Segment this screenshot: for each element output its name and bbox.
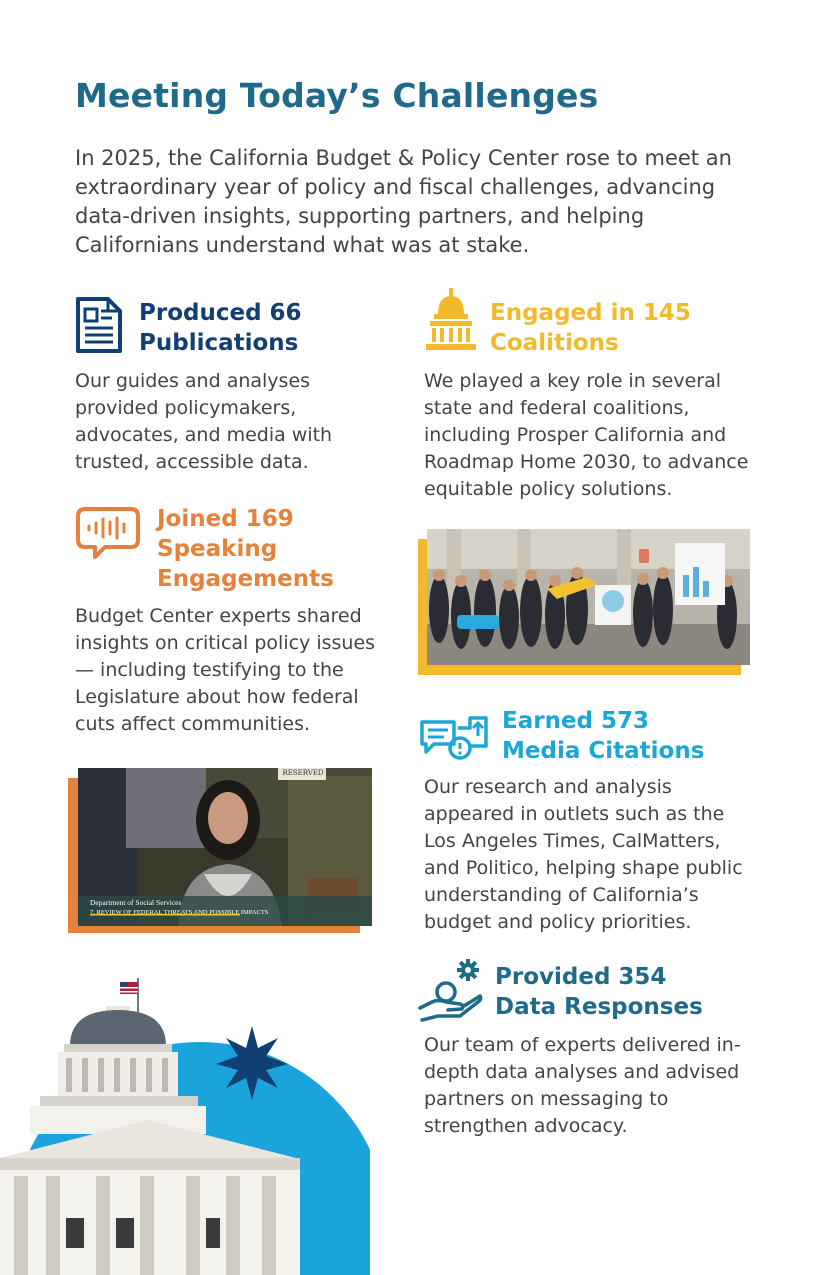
stat-heading: Earned 573 Media Citations	[502, 708, 705, 764]
gear-hand-icon	[418, 958, 486, 1029]
stat-speaking	[75, 504, 385, 739]
stat-number: 145	[642, 300, 691, 326]
document-icon	[75, 296, 123, 359]
stat-media	[418, 706, 758, 941]
stat-heading: Provided 354 Data Responses	[495, 964, 703, 1020]
stat-number: 169	[245, 506, 294, 532]
chyron-line-2: 7. REVIEW OF FEDERAL THREATS AND POSSIBLE IMPACTS	[90, 909, 269, 916]
speech-bubble-audio-icon	[75, 506, 141, 565]
stat-number: 66	[269, 300, 302, 326]
chyron-line-1: Department of Social Services	[90, 898, 182, 907]
stat-heading: Joined 169 Speaking Engagements	[157, 506, 334, 592]
rally-photo	[418, 529, 750, 675]
stat-number: 573	[601, 708, 650, 734]
stat-publications	[75, 296, 375, 476]
stat-heading: Produced 66 Publications	[139, 300, 302, 356]
video-chyron	[90, 898, 268, 918]
stat-data-responses	[418, 958, 758, 1148]
stat-description: Our guides and analyses provided policymakers, advocates, and media with trusted, accessible data.	[75, 370, 333, 473]
stat-description: Budget Center experts shared insights on critical policy issues — including testifying to the Legislature about how federal cuts affect communities.	[75, 605, 376, 735]
stat-description: We played a key role in several state and federal coalitions, including Prosper California and Roadmap Home 2030, to advance equitable policy solutions.	[424, 370, 749, 500]
stat-coalitions	[424, 288, 754, 503]
capitol-dome-icon	[424, 288, 478, 357]
stat-heading: Engaged in 145 Coalitions	[490, 300, 691, 356]
page-title: Meeting Today’s Challenges	[75, 76, 599, 115]
intro-paragraph: In 2025, the California Budget & Policy Center rose to meet an extraordinary year of policy and fiscal challenges, advancing data-driven insights, supporting partners, and helping Californians understand what was at stake.	[75, 146, 732, 257]
capitol-illustration	[0, 960, 370, 1275]
reserved-sign: RESERVED	[282, 769, 324, 777]
stat-number: 354	[618, 964, 667, 990]
media-chat-icon	[418, 712, 490, 767]
testimony-photo	[68, 768, 372, 933]
stat-description: Our research and analysis appeared in outlets such as the Los Angeles Times, CalMatters, and Politico, helping shape public understanding of California’s budget and policy priorities.	[424, 776, 743, 933]
stat-description: Our team of experts delivered in-depth data analyses and advised partners on messaging to strengthen advocacy.	[424, 1034, 741, 1137]
